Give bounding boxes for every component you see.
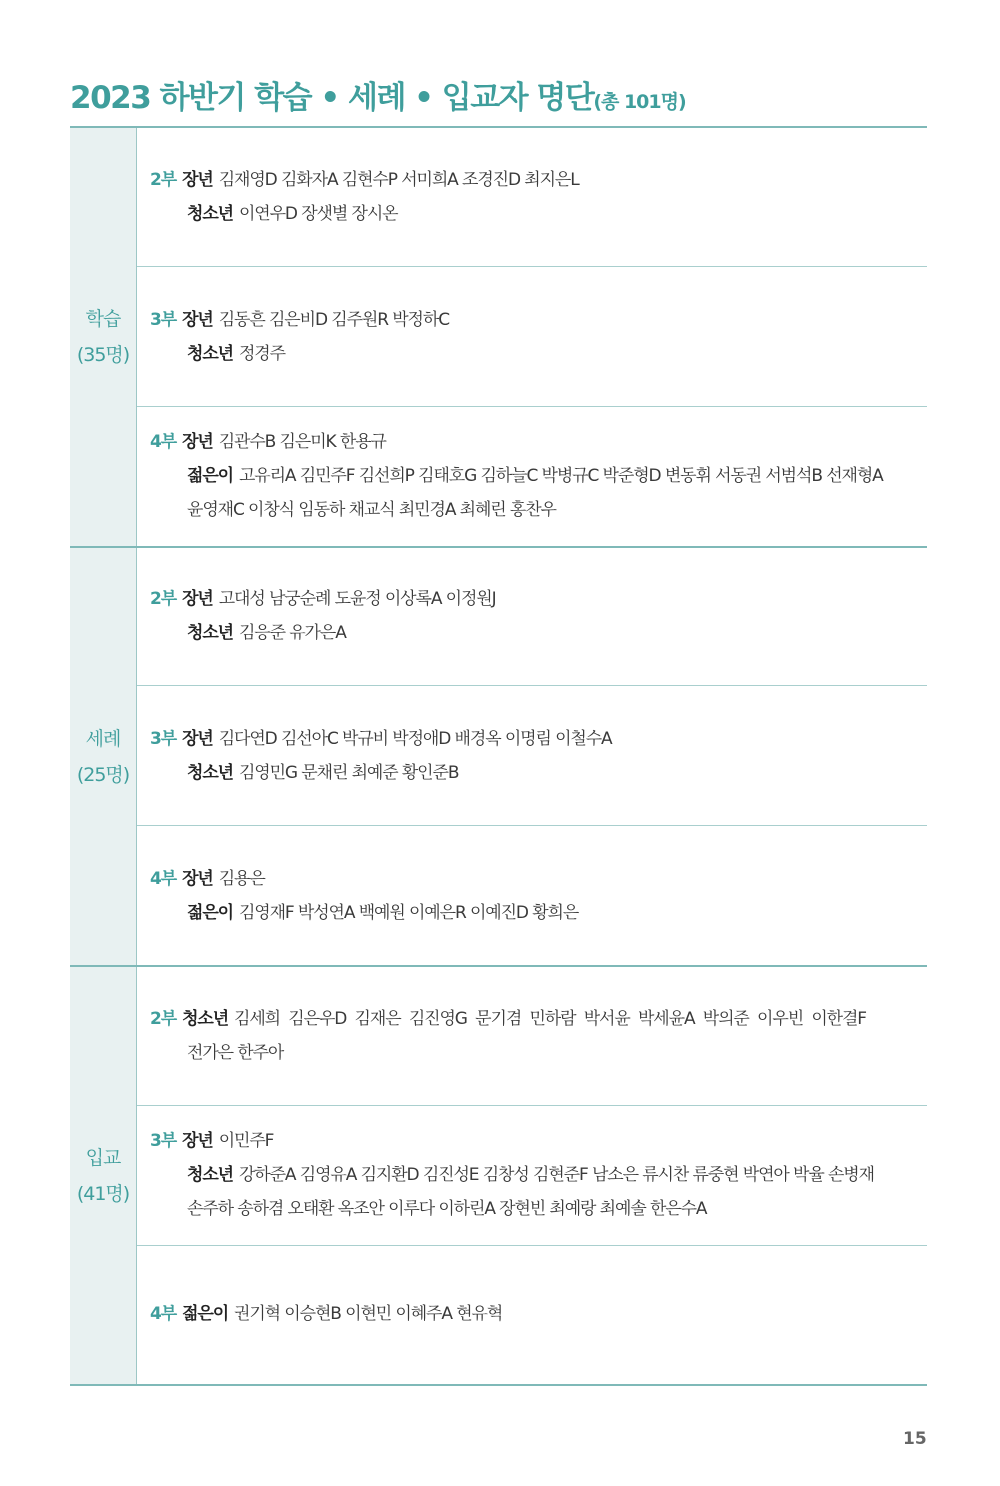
roster-row-baptism-2bu [150, 582, 940, 650]
roster-line [150, 756, 940, 790]
names-list: 김재영D 김화자A 김현수P 서미희A 조경진D 최지은L [218, 170, 579, 190]
names-list: 김영재F 박성연A 백예원 이예은R 이예진D 황희은 [238, 903, 579, 923]
page-title [70, 72, 686, 117]
roster-line [150, 616, 940, 650]
role-label: 장년 [182, 589, 213, 609]
roster-line [150, 163, 940, 197]
names-list: 김응준 유가은A [238, 623, 346, 643]
role-label: 장년 [182, 1131, 213, 1151]
row-divider [137, 1245, 927, 1246]
page-number: 15 [903, 1429, 927, 1449]
names-list: 고유리A 김민주F 김선희P 김태호G 김하늘C 박병규C 박준형D 변동휘 서동권 서범석B 선재형A [238, 466, 883, 486]
roster-line [150, 896, 940, 930]
names-list: 이민주F [218, 1131, 274, 1151]
category-label: 학습 [85, 308, 121, 330]
role-label: 장년 [182, 432, 213, 452]
roster-line [150, 722, 940, 756]
roster-row-learning-2bu [150, 163, 940, 231]
row-divider [137, 266, 927, 267]
names-list: 강하준A 김영유A 김지환D 김진성E 김창성 김현준F 남소은 류시찬 류중현 박연아 박율 손병재 [238, 1165, 874, 1185]
category-count: (35명) [76, 344, 130, 366]
names-list: 권기혁 이승현B 이현민 이혜주A 현유혁 [234, 1304, 503, 1324]
role-label: 장년 [182, 310, 213, 330]
roster-line [150, 1158, 940, 1192]
roster-row-learning-4bu [150, 425, 940, 527]
roster-row-confirmation-4bu [150, 1297, 940, 1331]
names-list: 김용은 [218, 869, 265, 889]
role-label: 청소년 [187, 344, 233, 364]
roster-line [150, 303, 940, 337]
names-list: 김세희 김은우D 김재은 김진영G 문기겸 민하람 박서윤 박세윤A 박의준 이우빈 이한결F [234, 1009, 866, 1029]
category-label: 세례 [85, 727, 121, 750]
row-divider [137, 406, 927, 407]
row-divider [137, 825, 927, 826]
category-count: (25명) [76, 763, 130, 786]
roster-line [150, 459, 940, 493]
roster-row-learning-3bu [150, 303, 940, 371]
names-list: 윤영재C 이창식 임동하 채교식 최민경A 최혜린 홍찬우 [187, 500, 556, 520]
roster-row-confirmation-3bu [150, 1124, 940, 1226]
dept-label: 3부 [150, 310, 177, 330]
roster-line [150, 1124, 940, 1158]
group-divider [70, 546, 927, 548]
category-cell-learning [70, 128, 137, 546]
dept-label: 4부 [150, 869, 177, 889]
title-total: (총 101명) [593, 91, 686, 113]
names-list: 고대성 남궁순례 도윤정 이상록A 이정원J [218, 589, 496, 609]
bottom-rule [70, 1384, 927, 1386]
roster-row-baptism-3bu [150, 722, 940, 790]
dept-label: 2부 [150, 589, 177, 609]
role-label: 젊은이 [187, 466, 233, 486]
row-divider [137, 685, 927, 686]
names-list: 이연우D 장샛별 장시온 [238, 204, 398, 224]
row-divider [137, 1105, 927, 1106]
role-label: 젊은이 [187, 903, 233, 923]
group-divider [70, 965, 927, 967]
names-list: 김동흔 김은비D 김주원R 박정하C [218, 310, 449, 330]
roster-row-confirmation-2bu [150, 1002, 940, 1070]
dept-label: 2부 [150, 170, 177, 190]
roster-line [150, 862, 940, 896]
category-count: (41명) [76, 1183, 130, 1205]
category-label: 입교 [85, 1147, 121, 1169]
names-list: 정경주 [238, 344, 285, 364]
dept-label: 4부 [150, 432, 177, 452]
role-label: 장년 [182, 170, 213, 190]
names-list: 김관수B 김은미K 한용규 [218, 432, 386, 452]
role-label: 젊은이 [182, 1304, 229, 1324]
category-cell-baptism [70, 548, 137, 965]
names-list: 손주하 송하겸 오태환 옥조안 이루다 이하린A 장현빈 최예랑 최예솔 한은수A [187, 1199, 707, 1219]
roster-line [150, 197, 940, 231]
dept-label: 3부 [150, 729, 177, 749]
roster-line [150, 582, 940, 616]
role-label: 청소년 [182, 1009, 229, 1029]
roster-line [150, 1036, 940, 1070]
role-label: 장년 [182, 729, 213, 749]
roster-line [150, 1297, 940, 1331]
role-label: 청소년 [187, 623, 233, 643]
roster-line [150, 1192, 940, 1226]
names-list: 김영민G 문채린 최예준 황인준B [238, 763, 459, 783]
role-label: 청소년 [187, 763, 233, 783]
roster-line [150, 425, 940, 459]
dept-label: 4부 [150, 1304, 177, 1324]
role-label: 청소년 [187, 204, 233, 224]
roster-line [150, 1002, 940, 1036]
role-label: 청소년 [187, 1165, 233, 1185]
roster-line [150, 337, 940, 371]
names-list: 전가은 한주아 [187, 1043, 284, 1063]
title-main: 2023 하반기 학습 • 세례 • 입교자 명단 [70, 80, 594, 116]
top-rule [70, 126, 927, 128]
names-list: 김다연D 김선아C 박규비 박정애D 배경옥 이명림 이철수A [218, 729, 612, 749]
role-label: 장년 [182, 869, 213, 889]
roster-row-baptism-4bu [150, 862, 940, 930]
dept-label: 3부 [150, 1131, 177, 1151]
roster-line [150, 493, 940, 527]
category-cell-confirmation [70, 967, 137, 1385]
dept-label: 2부 [150, 1009, 177, 1029]
